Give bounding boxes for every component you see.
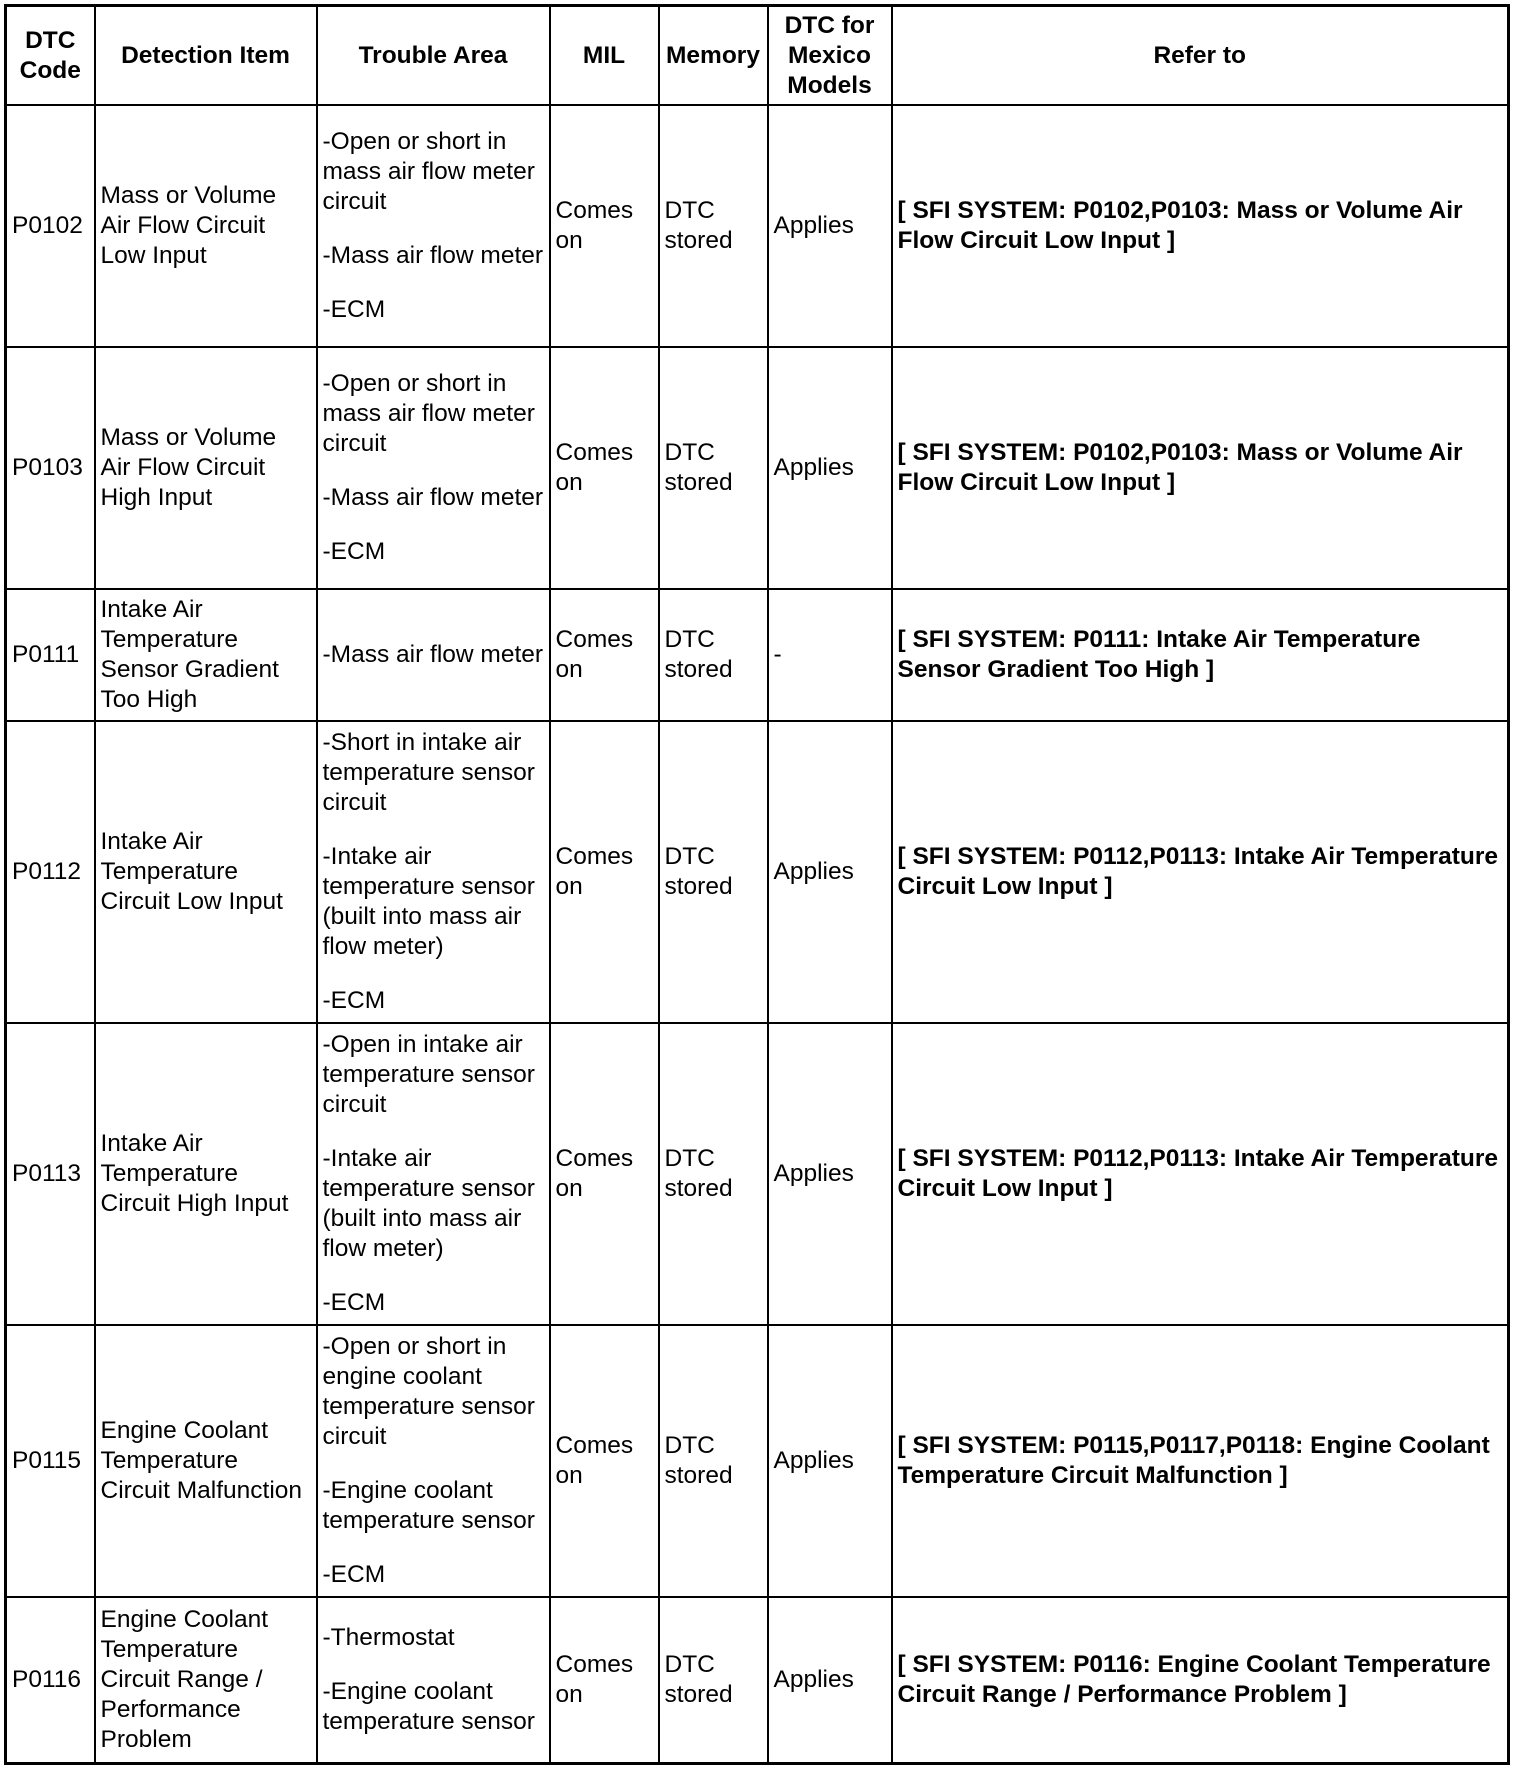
memory-cell: DTC stored: [659, 1023, 768, 1325]
detection-item-cell: Intake Air Temperature Circuit High Input: [95, 1023, 317, 1325]
dtc-table: [4, 4, 1510, 1765]
trouble-area-cell: -Open or short in engine coolant temperature sensor circuit -Engine coolant temperature sensor -ECM: [317, 1325, 550, 1597]
header-mil: MIL: [550, 6, 659, 106]
mil-cell: Comes on: [550, 1597, 659, 1763]
refer-to-link[interactable]: [ SFI SYSTEM: P0111: Intake Air Temperature Sensor Gradient Too High ]: [892, 589, 1509, 720]
header-dtc-code: DTC Code: [6, 6, 95, 106]
mexico-cell: Applies: [768, 105, 892, 347]
detection-item-cell: Mass or Volume Air Flow Circuit High Input: [95, 347, 317, 589]
dtc-code-cell: P0103: [6, 347, 95, 589]
trouble-area-cell: -Open in intake air temperature sensor circuit -Intake air temperature sensor (built into mass air flow meter) -ECM: [317, 1023, 550, 1325]
trouble-area-cell: -Open or short in mass air flow meter circuit -Mass air flow meter -ECM: [317, 347, 550, 589]
memory-cell: DTC stored: [659, 589, 768, 720]
header-row: [6, 6, 1509, 106]
table-row: [6, 347, 1509, 589]
detection-item-cell: Engine Coolant Temperature Circuit Malfunction: [95, 1325, 317, 1597]
refer-to-link[interactable]: [ SFI SYSTEM: P0116: Engine Coolant Temperature Circuit Range / Performance Problem ]: [892, 1597, 1509, 1763]
mil-cell: Comes on: [550, 1023, 659, 1325]
dtc-code-cell: P0111: [6, 589, 95, 720]
refer-to-link[interactable]: [ SFI SYSTEM: P0115,P0117,P0118: Engine Coolant Temperature Circuit Malfunction ]: [892, 1325, 1509, 1597]
mexico-cell: Applies: [768, 1597, 892, 1763]
refer-to-link[interactable]: [ SFI SYSTEM: P0102,P0103: Mass or Volume Air Flow Circuit Low Input ]: [892, 347, 1509, 589]
trouble-area-cell: -Open or short in mass air flow meter circuit -Mass air flow meter -ECM: [317, 105, 550, 347]
dtc-code-cell: P0102: [6, 105, 95, 347]
mexico-cell: Applies: [768, 1023, 892, 1325]
mil-cell: Comes on: [550, 105, 659, 347]
table-row: [6, 1597, 1509, 1763]
table-row: [6, 589, 1509, 720]
mil-cell: Comes on: [550, 347, 659, 589]
detection-item-cell: Intake Air Temperature Circuit Low Input: [95, 721, 317, 1023]
dtc-code-cell: P0112: [6, 721, 95, 1023]
memory-cell: DTC stored: [659, 1597, 768, 1763]
mexico-cell: Applies: [768, 721, 892, 1023]
memory-cell: DTC stored: [659, 1325, 768, 1597]
header-dtc-mexico: DTC for Mexico Models: [768, 6, 892, 106]
dtc-code-cell: P0113: [6, 1023, 95, 1325]
mil-cell: Comes on: [550, 1325, 659, 1597]
header-refer-to: Refer to: [892, 6, 1509, 106]
table-row: [6, 1325, 1509, 1597]
dtc-code-cell: P0115: [6, 1325, 95, 1597]
trouble-area-cell: -Short in intake air temperature sensor circuit -Intake air temperature sensor (built into mass air flow meter) -ECM: [317, 721, 550, 1023]
memory-cell: DTC stored: [659, 105, 768, 347]
memory-cell: DTC stored: [659, 347, 768, 589]
detection-item-cell: Engine Coolant Temperature Circuit Range / Performance Problem: [95, 1597, 317, 1763]
dtc-code-cell: P0116: [6, 1597, 95, 1763]
header-trouble-area: Trouble Area: [317, 6, 550, 106]
detection-item-cell: Intake Air Temperature Sensor Gradient Too High: [95, 589, 317, 720]
refer-to-link[interactable]: [ SFI SYSTEM: P0102,P0103: Mass or Volume Air Flow Circuit Low Input ]: [892, 105, 1509, 347]
mexico-cell: Applies: [768, 347, 892, 589]
trouble-area-cell: -Mass air flow meter: [317, 589, 550, 720]
memory-cell: DTC stored: [659, 721, 768, 1023]
trouble-area-cell: -Thermostat -Engine coolant temperature sensor: [317, 1597, 550, 1763]
refer-to-link[interactable]: [ SFI SYSTEM: P0112,P0113: Intake Air Temperature Circuit Low Input ]: [892, 721, 1509, 1023]
table-row: [6, 721, 1509, 1023]
table-row: [6, 105, 1509, 347]
mil-cell: Comes on: [550, 589, 659, 720]
mil-cell: Comes on: [550, 721, 659, 1023]
header-detection-item: Detection Item: [95, 6, 317, 106]
refer-to-link[interactable]: [ SFI SYSTEM: P0112,P0113: Intake Air Temperature Circuit Low Input ]: [892, 1023, 1509, 1325]
mexico-cell: -: [768, 589, 892, 720]
header-memory: Memory: [659, 6, 768, 106]
detection-item-cell: Mass or Volume Air Flow Circuit Low Input: [95, 105, 317, 347]
table-row: [6, 1023, 1509, 1325]
mexico-cell: Applies: [768, 1325, 892, 1597]
